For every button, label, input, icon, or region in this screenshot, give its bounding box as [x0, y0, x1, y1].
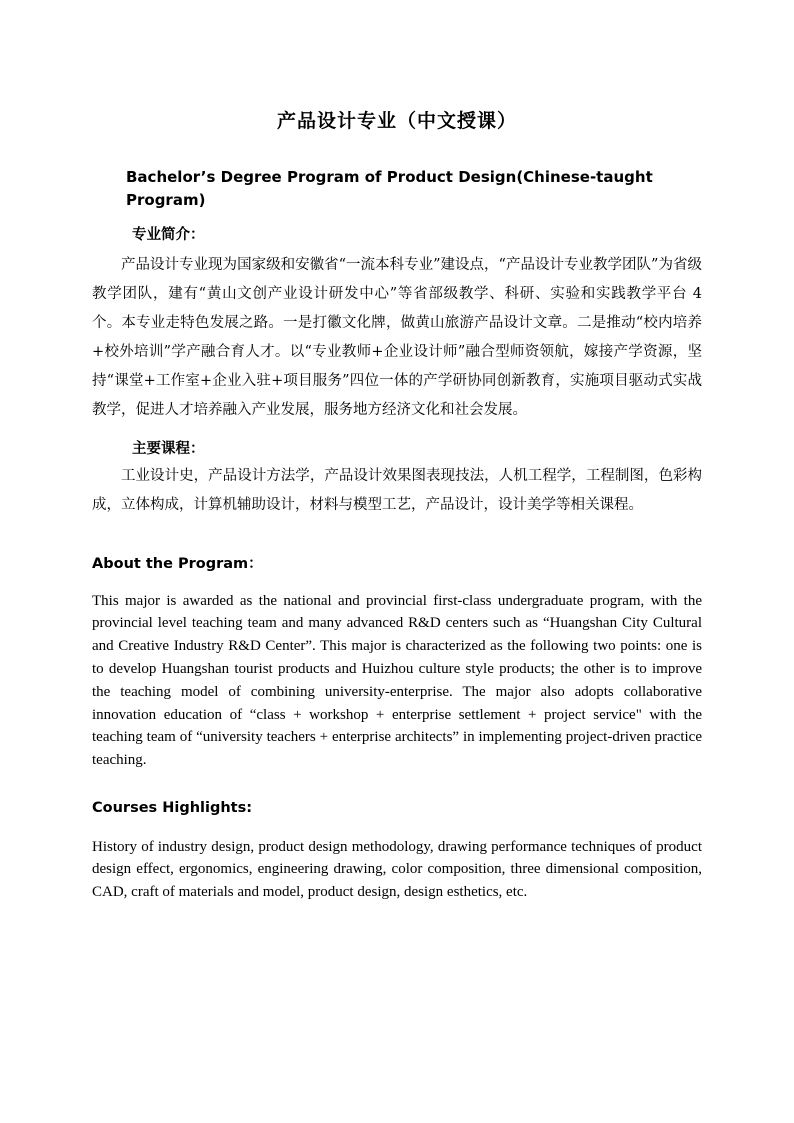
section-heading-cn-intro: 专业简介：: [132, 226, 205, 244]
program-title-english: Bachelor’s Degree Program of Product Design(Chinese-taught Program): [126, 168, 653, 209]
section-heading-cn-courses: 主要课程：: [132, 439, 205, 457]
section-heading-about-program: About the Program：: [92, 555, 263, 572]
page-title: 产品设计专业（中文授课）: [276, 110, 517, 132]
section-body-cn-courses: 工业设计史，产品设计方法学，产品设计效果图表现技法，人机工程学，工程制图，色彩构成，立体构成，计算机辅助设计，材料与模型工艺，产品设计，设计美学等相关课程。: [92, 467, 702, 513]
section-heading-courses-highlights: Courses Highlights:: [92, 799, 253, 816]
section-body-cn-intro: 产品设计专业现为国家级和安徽省“一流本科专业”建设点，“产品设计专业教学团队”为省级教学团队，建有“黄山文创产业设计研发中心”等省部级教学、科研、实验和实践教学平台 4 个。本专业走特色发展之路。一是打徽文化牌，做黄山旅游产品设计文章。二是推动“校内培养+校外培训”学产融合育人才。以“专业教师+企业设计师”融合型师资领航，嫁接产学资源，坚持“课堂+工作室+企业入驻+项目服务”四位一体的产学研协同创新教育，实施项目驱动式实战教学，促进人才培养融入产业发展，服务地方经济文化和社会发展。: [92, 256, 702, 418]
section-body-courses-highlights: History of industry design, product design methodology, drawing performance techniques of product design effect, ergonomics, engineering drawing, color composition, three dimensional composition, CAD, craft of materials and model, product design, design esthetics, etc.: [92, 838, 702, 901]
section-body-about-program: This major is awarded as the national and provincial first-class undergraduate program, with the provincial level teaching team and many advanced R&D centers such as “Huangshan City Cultural and Creative Industry R&D Center”. This major is characterized as the following two points: one is to develop Huangshan tourist products and Huizhou culture style products; the other is to improve the teaching model of combining university-enterprise. The major also adopts collaborative innovation education of “class + workshop + enterprise settlement + project service" with the teaching team of “university teachers + enterprise architects” in implementing project-driven practice teaching.: [92, 592, 702, 769]
